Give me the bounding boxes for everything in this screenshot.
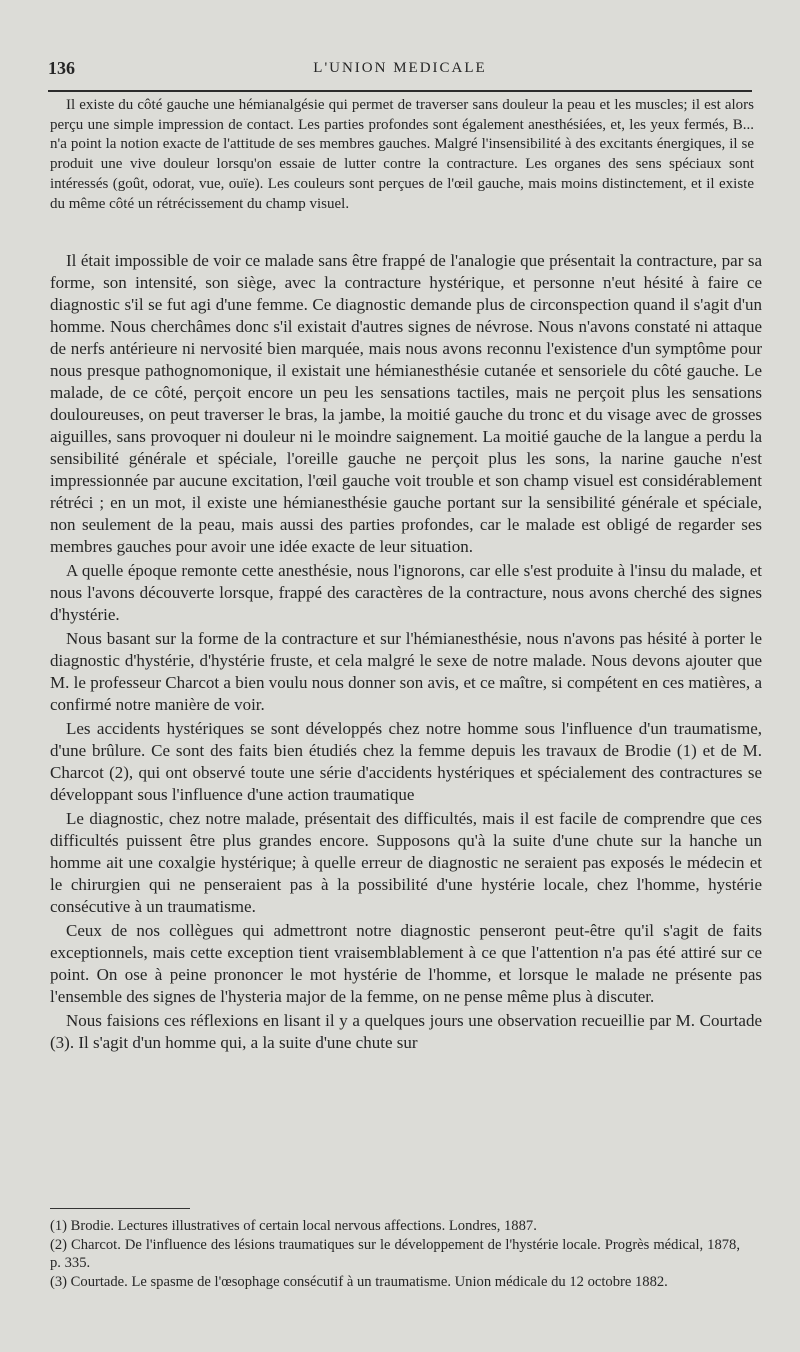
paragraph-5: Le diagnostic, chez notre malade, présentait des difficultés, mais il est facile de comprendre que ces difficultés puissent être plus grandes encore. Supposons qu'à la suite d'une chute sur la hanche un homme ait une coxalgie hystérique; à quelle erreur de diagnostic ne seraient pas exposés le médecin et le chirurgien qui ne penseraient pas à la possibilité d'une hystérie locale, chez l'homme, hystérie consécutive à un traumatisme.	[50, 809, 762, 916]
footnote-3: (3) Courtade. Le spasme de l'œsophage consécutif à un traumatisme. Union médicale du 12 octobre 1882.	[50, 1273, 668, 1290]
paragraph-6: Ceux de nos collègues qui admettront notre diagnostic penseront peut-être qu'il s'agit de faits exceptionnels, mais cette exception tient vraisemblablement à ce que l'attention n'a pas été attiré sur ce point. On ose à peine prononcer le mot hystérie de l'homme, et lorsque le malade ne présente pas l'ensemble des signes de l'hysteria major de la femme, on ne pense même plus à discuter.	[50, 921, 762, 1006]
footnotes	[50, 1208, 740, 1291]
main-text	[50, 250, 762, 1054]
running-title: L'UNION MEDICALE	[313, 60, 487, 76]
paragraph-1: Il était impossible de voir ce malade sans être frappé de l'analogie que présentait la contracture, par sa forme, son intensité, son siège, avec la contracture hystérique, et personne n'eut hésité à faire ce diagnostic s'il se fut agi d'une femme. Ce diagnostic demande plus de circonspection quand il s'agit d'un homme. Nous cherchâmes donc s'il existait d'autres signes de névrose. Nous n'avons constaté ni attaque de nerfs antérieure ni nervosité bien marquée, mais nous avons reconnu l'existence d'un symptôme pour nous presque pathognomonique, il existait une hémianesthésie cutanée et sensoriele du côté gauche. Le malade, de ce côté, perçoit encore un peu les sensations tactiles, mais ne perçoit plus les sensations douloureuses, on peut traverser le bras, la jambe, la moitié gauche du tronc et du visage avec de grosses aiguilles, sans provoquer ni douleur ni le moindre saignement. La moitié gauche de la langue a perdu la sensibilité générale et spéciale, l'oreille gauche ne perçoit plus les sons, la narine gauche n'est impressionnée par aucune excitation, l'œil gauche voit trouble et son champ visuel est considérablement rétréci ; en un mot, il existe une hémianesthésie gauche portant sur la sensibilité générale et spéciale, non seulement de la peau, mais aussi des parties profondes, car le malade est obligé de regarder ses membres gauches pour avoir une idée exacte de leur situation.	[50, 251, 762, 556]
page-number: 136	[48, 58, 75, 78]
paragraph-2: A quelle époque remonte cette anesthésie, nous l'ignorons, car elle s'est produite à l'insu du malade, et nous l'avons découverte lorsque, frappé des caractères de la contracture, nous avons cherché des signes d'hystérie.	[50, 561, 762, 624]
paragraph-3: Nous basant sur la forme de la contracture et sur l'hémianesthésie, nous n'avons pas hésité à porter le diagnostic d'hystérie, d'hystérie fruste, et cela malgré le sexe de notre malade. Nous devons ajouter que M. le professeur Charcot a bien voulu nous donner son avis, et ce maître, si compétent en ces matières, a confirmé notre manière de voir.	[50, 629, 762, 714]
intro-paragraph	[50, 96, 754, 214]
footnote-1: (1) Brodie. Lectures illustratives of certain local nervous affections. Londres, 1887.	[50, 1218, 537, 1234]
intro-text: Il existe du côté gauche une hémianalgésie qui permet de traverser sans douleur la peau et les muscles; il est alors perçu une simple impression de contact. Les parties profondes sont également anesthésiées, et, les yeux fermés, B... n'a point la notion exacte de l'attitude de ses membres gauches. Malgré l'insensibilité à des excitants énergiques, il se produit une vive douleur lorsqu'on essaie de lutter contre la contracture. Les organes des sens spéciaux sont intéressés (goût, odorat, vue, ouïe). Les couleurs sont perçues de l'œil gauche, mais moins distinctement, et il existe du même côté un rétrécissement du champ visuel.	[50, 97, 754, 212]
page-header	[48, 52, 752, 92]
footnote-rule	[50, 1208, 190, 1209]
footnote-2: (2) Charcot. De l'influence des lésions traumatiques sur le développement de l'hystérie locale. Progrès médical, 1878, p. 335.	[50, 1236, 740, 1271]
paragraph-4: Les accidents hystériques se sont développés chez notre homme sous l'influence d'un traumatisme, d'une brûlure. Ce sont des faits bien étudiés chez la femme depuis les travaux de Brodie (1) et de M. Charcot (2), qui ont observé toute une série d'accidents hystériques et spécialement des contractures se développant sous l'influence d'une action traumatique	[50, 719, 762, 804]
paragraph-7: Nous faisions ces réflexions en lisant il y a quelques jours une observation recueillie par M. Courtade (3). Il s'agit d'un homme qui, a la suite d'une chute sur	[50, 1011, 762, 1052]
